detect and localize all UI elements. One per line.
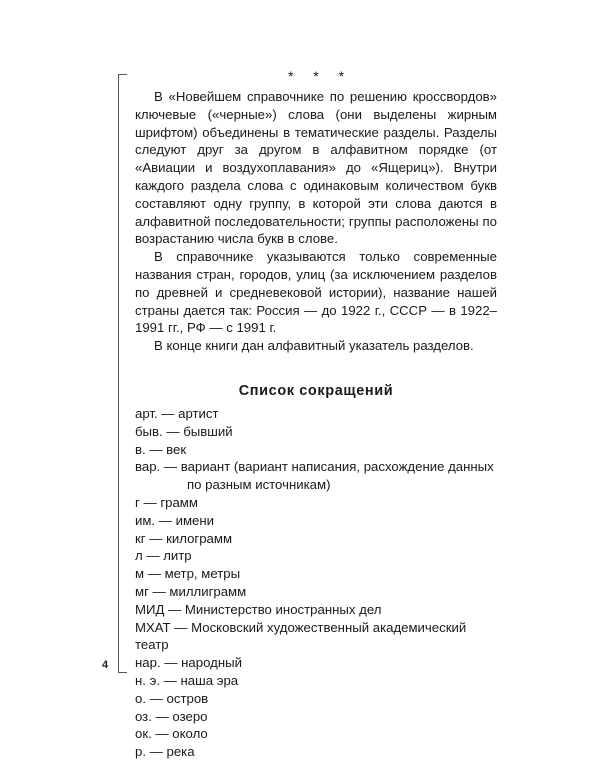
abbreviation-item <box>135 565 497 583</box>
abbreviation-text: им. — имени <box>135 512 215 528</box>
abbreviation-text: м — метр, метры <box>135 566 241 582</box>
abbreviation-text: арт. — артист <box>135 405 219 421</box>
page-bracket-top <box>118 74 127 75</box>
section-separator: * * * <box>287 68 353 84</box>
abbreviation-continuation: по разным источникам) <box>187 477 331 493</box>
abbreviation-item <box>135 725 497 743</box>
abbreviation-item <box>135 512 497 530</box>
abbreviations-title: Список сокращений <box>238 382 394 399</box>
abbreviation-text: МХАТ — Московский художественный академический театр <box>135 619 467 653</box>
abbreviation-item <box>135 672 497 690</box>
abbreviation-text: нар. — народный <box>135 655 242 671</box>
abbreviation-item <box>135 619 497 655</box>
abbreviation-item <box>135 441 497 459</box>
intro-paragraph-1: В «Новейшем справочнике по решению кроссвордов» ключевые («черные») слова (они выделены жирным шрифтом) объединены в тематические разделы. Разделы следуют друг за другом в алфавитном порядке (от «Авиации и воздухоплавания» до «Ящериц»). Внутри каждого раздела слова с одинаковым количеством букв составляют одну группу, в которой эти слова даются в алфавитной последовательности; группы расположены по возрастанию числа букв в слове. <box>135 89 497 247</box>
abbreviation-item <box>135 458 497 494</box>
abbreviation-text: в. — век <box>135 441 187 457</box>
abbreviation-item <box>135 690 497 708</box>
abbreviation-item <box>135 530 497 548</box>
abbreviation-text: л — литр <box>135 548 192 564</box>
page-number: 4 <box>102 659 109 671</box>
abbreviation-text: н. э. — наша эра <box>135 672 239 688</box>
page-content <box>135 68 497 761</box>
page-bracket-bottom <box>118 672 127 673</box>
abbreviation-item <box>135 547 497 565</box>
abbreviation-text: р. — река <box>135 744 195 760</box>
abbreviation-item <box>135 494 497 512</box>
abbreviation-item <box>135 423 497 441</box>
abbreviation-item <box>135 405 497 423</box>
abbreviation-item <box>135 743 497 761</box>
abbreviation-item <box>135 708 497 726</box>
abbreviation-text: мг — миллиграмм <box>135 583 247 599</box>
intro-paragraph-2: В справочнике указываются только современные названия стран, городов, улиц (за исключением разделов по древней и средневековой истории), название нашей страны дается так: Россия — до 1922 г., СССР — в 1922–1991 гг., РФ — с 1991 г. <box>135 249 497 336</box>
intro-paragraph-3: В конце книги дан алфавитный указатель разделов. <box>154 338 474 354</box>
abbreviation-item <box>135 583 497 601</box>
abbreviations-list <box>135 405 497 761</box>
abbreviation-text: МИД — Министерство иностранных дел <box>135 601 382 617</box>
abbreviation-item <box>135 601 497 619</box>
page-margin-line <box>118 74 119 673</box>
abbreviation-text: о. — остров <box>135 690 209 706</box>
abbreviation-text: оз. — озеро <box>135 708 208 724</box>
abbreviation-text: быв. — бывший <box>135 423 233 439</box>
abbreviation-text: ок. — около <box>135 726 208 742</box>
abbreviation-text: вар. — вариант (вариант написания, расхождение данных <box>135 459 494 475</box>
abbreviation-text: г — грамм <box>135 494 198 510</box>
abbreviation-text: кг — килограмм <box>135 530 233 546</box>
abbreviation-item <box>135 654 497 672</box>
